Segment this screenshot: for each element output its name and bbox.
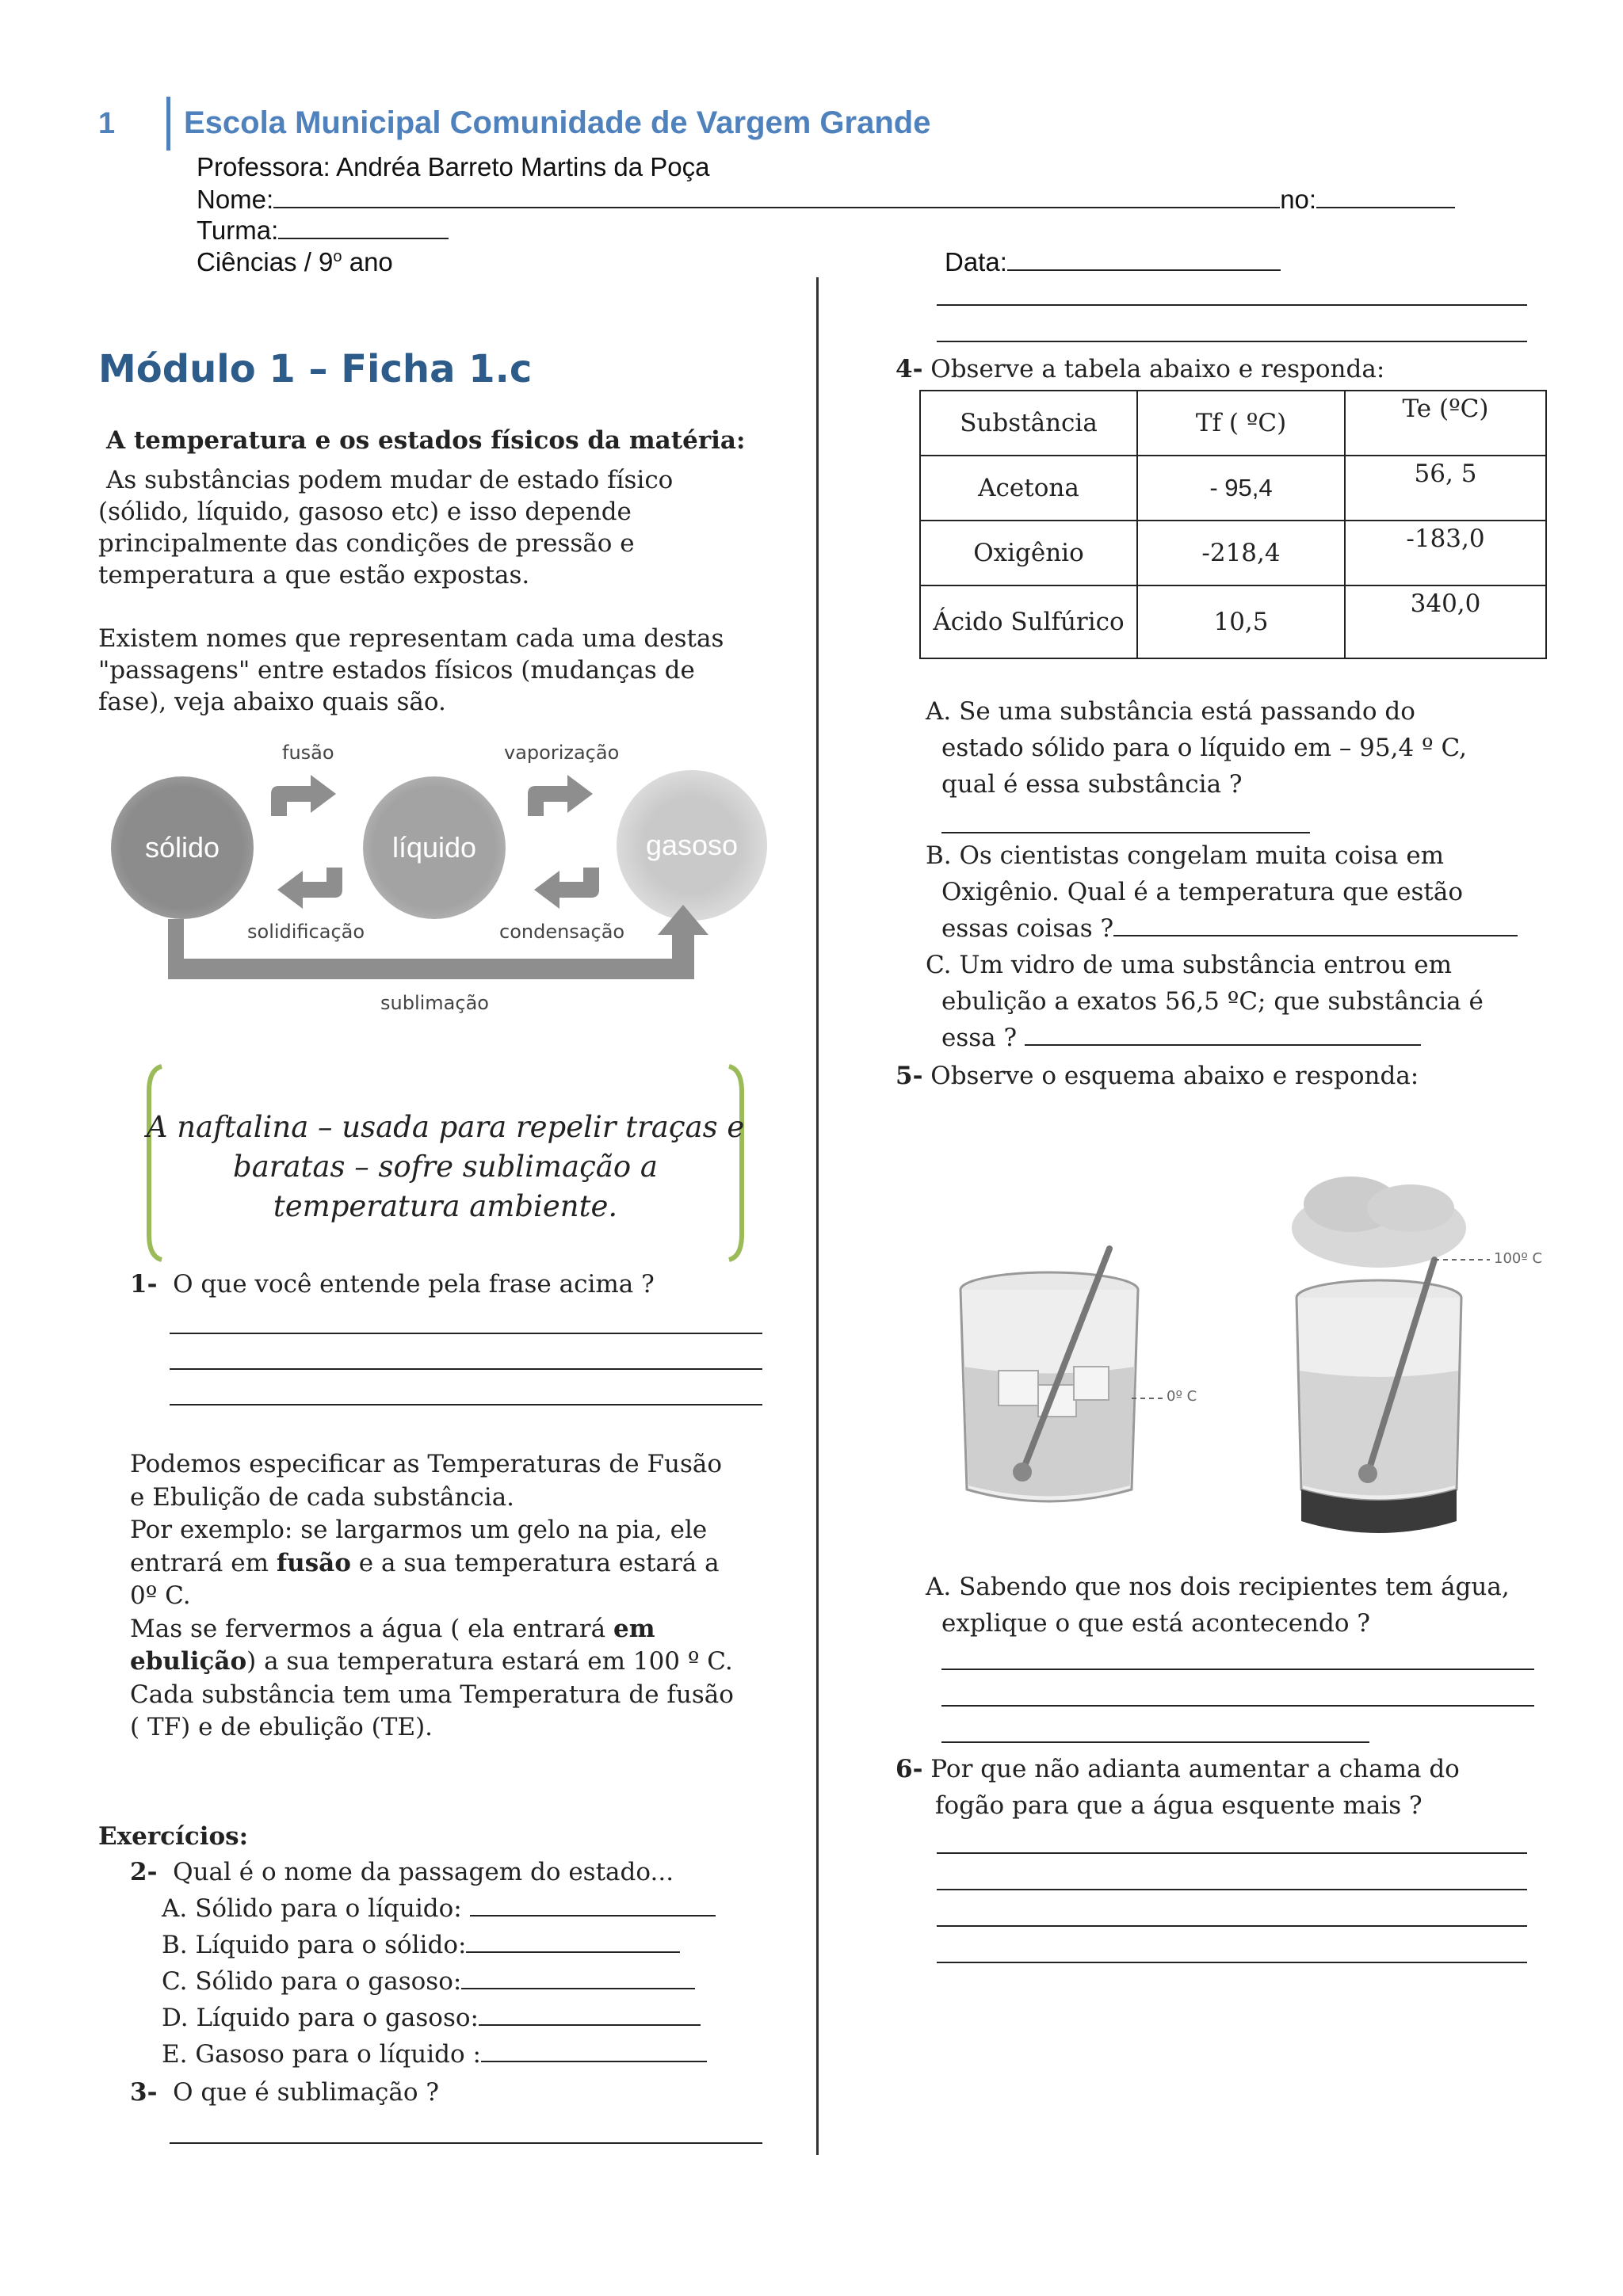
q4-number: 4- <box>896 355 923 383</box>
header-cell: Tf ( ºC) <box>1137 391 1345 456</box>
q4-text: Observe a tabela abaixo e responda: <box>930 355 1385 383</box>
q4a-line: A. Se uma substância está passando do <box>926 697 1415 726</box>
names-paragraph <box>98 623 724 718</box>
q4c-answer-line[interactable] <box>1025 1044 1421 1046</box>
text-span: entrará em <box>130 1548 277 1577</box>
exercises-title: Exercícios: <box>98 1822 249 1851</box>
label-condensation: condensação <box>499 921 625 943</box>
q2-d-answer-line[interactable] <box>479 2024 701 2026</box>
question-4 <box>896 351 1384 387</box>
text-span: e a sua temperatura estará a <box>350 1548 720 1577</box>
class-field-row <box>197 215 449 246</box>
arrow-fusion-icon <box>271 775 336 816</box>
q4b-text: essas coisas ? <box>941 914 1114 943</box>
names-line: Existem nomes que representam cada uma destas <box>98 624 724 653</box>
page-number: 1 <box>98 107 116 140</box>
name-label: Nome: <box>197 185 274 214</box>
subject-text: Ciências / 9 <box>197 247 334 277</box>
q1-number: 1- <box>130 1270 158 1299</box>
module-title: Módulo 1 – Ficha 1.c <box>98 347 533 391</box>
label-vaporization: vaporização <box>504 742 620 764</box>
name-input-line[interactable] <box>273 207 1280 208</box>
label-solidification: solidificação <box>247 921 365 943</box>
state-liquid: líquido <box>363 776 506 919</box>
bold-ebulicao: ebulição <box>130 1647 247 1676</box>
column-divider <box>816 277 819 2155</box>
q4-item-c <box>926 947 1484 1056</box>
q4c-line: C. Um vidro de uma substância entrou em <box>926 951 1453 979</box>
q1-text: O que você entende pela frase acima ? <box>173 1270 655 1299</box>
q4-item-b <box>926 837 1518 947</box>
q4c-line-last <box>926 1020 1484 1056</box>
q1-answer-line-2[interactable] <box>170 1368 762 1370</box>
date-label: Data: <box>945 247 1007 277</box>
q4c-line: ebulição a exatos 56,5 ºC; que substância é <box>941 987 1484 1016</box>
date-extra-line-2[interactable] <box>937 341 1527 342</box>
table-cell: - 95,4 <box>1137 456 1345 521</box>
bold-fusao: fusão <box>276 1548 351 1577</box>
date-extra-line-1[interactable] <box>937 304 1527 306</box>
label-fusion: fusão <box>282 742 334 764</box>
text-span: Mas se fervermos a água ( ela entrará <box>130 1614 613 1643</box>
q6-answer-line-1[interactable] <box>937 1852 1527 1854</box>
school-name: Escola Municipal Comunidade de Vargem Grande <box>184 105 931 140</box>
cold-temp-label: 0º C <box>1167 1388 1197 1405</box>
q2-text: Qual é o nome da passagem do estado... <box>173 1858 674 1886</box>
question-6 <box>896 1751 1460 1824</box>
q2-items <box>162 1890 716 2073</box>
q1-answer-line-1[interactable] <box>170 1333 762 1334</box>
q3-number: 3- <box>130 2078 158 2107</box>
q2-item-c <box>162 1963 716 2000</box>
names-line: "passagens" entre estados físicos (mudanças de <box>98 656 695 685</box>
q6-answer-line-2[interactable] <box>937 1889 1527 1890</box>
item-text: E. Gasoso para o líquido : <box>162 2040 481 2069</box>
intro-line: principalmente das condições de pressão e <box>98 529 635 558</box>
item-text: A. Sólido para o líquido: <box>162 1894 462 1923</box>
intro-line: (sólido, líquido, gasoso etc) e isso depende <box>98 498 632 526</box>
class-input-line[interactable] <box>278 238 449 239</box>
q4b-line-last <box>926 910 1518 947</box>
q2-item-b <box>162 1927 716 1963</box>
q2-c-answer-line[interactable] <box>461 1988 695 1989</box>
class-label: Turma: <box>197 215 279 245</box>
arrows-svg <box>103 737 777 1022</box>
q2-b-answer-line[interactable] <box>466 1951 680 1953</box>
quote-line: temperatura ambiente. <box>273 1189 618 1223</box>
q2-item-a <box>162 1890 716 1927</box>
quote-box <box>144 1060 747 1266</box>
text-span: ) a sua temperatura estará em 100 º C. <box>246 1647 733 1676</box>
bold-em: em <box>613 1614 655 1643</box>
state-solid: sólido <box>111 776 254 919</box>
subject-grade <box>197 247 393 277</box>
table-row <box>920 521 1546 585</box>
intro-line: temperatura a que estão expostas. <box>98 561 530 589</box>
number-input-line[interactable] <box>1316 207 1455 208</box>
quote-line: baratas – sofre sublimação a <box>233 1150 658 1184</box>
explain-line: 0º C. <box>130 1581 191 1610</box>
explain-line: Podemos especificar as Temperaturas de Fusão <box>130 1450 722 1478</box>
question-1 <box>130 1266 655 1302</box>
table-cell: 340,0 <box>1345 585 1546 658</box>
explain-line: Por exemplo: se largarmos um gelo na pia, ele <box>130 1516 708 1544</box>
q5a-answer-line-3[interactable] <box>941 1741 1369 1743</box>
q6-answer-line-3[interactable] <box>937 1925 1527 1927</box>
explanation-paragraph <box>130 1448 734 1745</box>
q4a-line: qual é essa substância ? <box>941 770 1243 799</box>
q6-line-first <box>896 1751 1460 1787</box>
q2-item-d <box>162 2000 716 2036</box>
quote-line: A naftalina – usada para repelir traças e <box>146 1110 745 1144</box>
label-sublimation: sublimação <box>380 992 489 1014</box>
section-title: A temperatura e os estados físicos da matéria: <box>106 426 746 455</box>
item-text: D. Líquido para o gasoso: <box>162 2004 479 2032</box>
ordinal-sup: o <box>333 248 342 265</box>
hot-beaker-icon <box>1292 1177 1490 1533</box>
table-cell: 10,5 <box>1137 585 1345 658</box>
names-line: fase), veja abaixo quais são. <box>98 688 446 716</box>
explain-line: e Ebulição de cada substância. <box>130 1482 515 1512</box>
explain-line: ( TF) e de ebulição (TE). <box>130 1713 433 1741</box>
teacher-name: Professora: Andréa Barreto Martins da Poça <box>197 152 710 181</box>
q5-number: 5- <box>896 1062 923 1090</box>
q5-text: Observe o esquema abaixo e responda: <box>930 1062 1419 1090</box>
state-gas: gasoso <box>617 770 767 921</box>
question-5 <box>896 1058 1419 1094</box>
q1-answer-line-3[interactable] <box>170 1404 762 1405</box>
explain-line: Cada substância tem uma Temperatura de fusão <box>130 1680 734 1709</box>
table-row <box>920 456 1546 521</box>
q3-answer-line[interactable] <box>170 2142 762 2144</box>
subject-suffix: ano <box>342 247 393 277</box>
q5a-line: A. Sabendo que nos dois recipientes tem água, <box>926 1573 1510 1601</box>
explain-line-boil <box>130 1613 734 1646</box>
q2-a-answer-line[interactable] <box>470 1915 716 1917</box>
date-field-row <box>945 247 1281 277</box>
question-2 <box>130 1854 674 1890</box>
q6-answer-line-4[interactable] <box>937 1962 1527 1963</box>
header-accent-bar <box>166 97 170 151</box>
table-row <box>920 585 1546 658</box>
q3-text: O que é sublimação ? <box>173 2078 440 2107</box>
quote-text <box>144 1108 747 1226</box>
q5a-line: explique o que está acontecendo ? <box>941 1609 1371 1638</box>
beakers-svg <box>935 1173 1569 1553</box>
q2-e-answer-line[interactable] <box>481 2061 707 2062</box>
phase-change-diagram <box>103 737 777 1022</box>
q4c-text: essa ? <box>941 1024 1018 1052</box>
name-field-row <box>197 185 1455 215</box>
intro-paragraph <box>98 464 673 591</box>
explain-line-boil-2 <box>130 1646 734 1679</box>
item-text: B. Líquido para o sólido: <box>162 1931 467 1959</box>
intro-line: As substâncias podem mudar de estado físico <box>106 466 674 494</box>
date-input-line[interactable] <box>1007 269 1281 271</box>
q2-number: 2- <box>130 1858 158 1886</box>
q4a-line: estado sólido para o líquido em – 95,4 º C, <box>941 734 1467 762</box>
table-cell: -218,4 <box>1137 521 1345 585</box>
item-text: C. Sólido para o gasoso: <box>162 1967 462 1996</box>
q6-text: Por que não adianta aumentar a chama do <box>930 1755 1460 1783</box>
explain-line-fusion <box>130 1547 734 1581</box>
q6-number: 6- <box>896 1755 923 1783</box>
beakers-illustration <box>935 1173 1569 1553</box>
q5a-answer-line-1[interactable] <box>941 1669 1534 1670</box>
table-cell: 56, 5 <box>1345 456 1546 521</box>
q4b-line: Oxigênio. Qual é a temperatura que estão <box>941 878 1464 906</box>
table-cell: Oxigênio <box>920 521 1137 585</box>
arrow-vaporization-icon <box>528 775 593 816</box>
q2-item-e <box>162 2036 716 2073</box>
q4a-answer-line[interactable] <box>941 832 1310 833</box>
q5a-answer-line-2[interactable] <box>941 1705 1534 1707</box>
q4b-line: B. Os cientistas congelam muita coisa em <box>926 841 1445 870</box>
arrow-solidification-icon <box>277 868 342 909</box>
table-cell: -183,0 <box>1345 521 1546 585</box>
table-header-row <box>920 391 1546 456</box>
q4b-answer-line[interactable] <box>1113 935 1518 936</box>
number-label: no: <box>1280 185 1317 214</box>
q5-item-a <box>926 1569 1510 1642</box>
arrow-sublimation-icon <box>168 905 708 979</box>
table-cell: Acetona <box>920 456 1137 521</box>
cold-beaker-icon <box>960 1249 1163 1501</box>
q6-text-2: fogão para que a água esquente mais ? <box>935 1791 1423 1820</box>
q4-item-a <box>926 693 1467 803</box>
header-cell: Substância <box>920 391 1137 456</box>
header-cell: Te (ºC) <box>1345 391 1546 456</box>
substance-table <box>919 390 1547 659</box>
arrow-condensation-icon <box>534 868 599 909</box>
hot-temp-label: 100º C <box>1494 1250 1543 1267</box>
table-cell: Ácido Sulfúrico <box>920 585 1137 658</box>
question-3 <box>130 2074 439 2111</box>
